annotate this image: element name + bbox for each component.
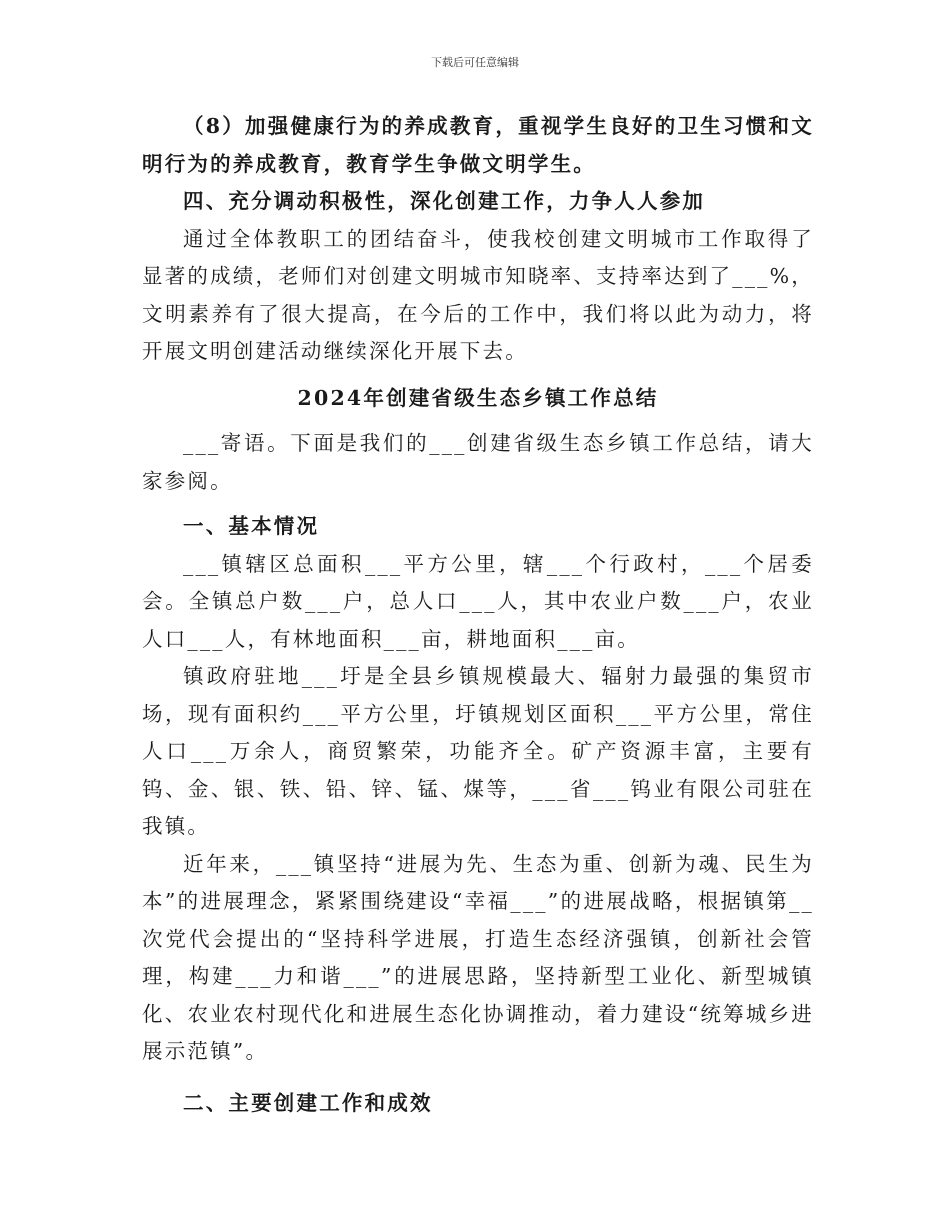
paragraph-item-8: （8）加强健康行为的养成教育，重视学生良好的卫生习惯和文明行为的养成教育，教育学生争做文明学生。 bbox=[142, 114, 814, 176]
paragraph-town-seat: 镇政府驻地___圩是全县乡镇规模最大、辐射力最强的集贸市场，现有面积约___平方公里，圩镇规划区面积___平方公里，常住人口___万余人，商贸繁荣，功能齐全。矿产资源丰富，主要有钨、金、银、铁、铅、锌、锰、煤等，___省___钨业有限公司驻在我镇。 bbox=[142, 664, 814, 838]
section-heading-4: 四、充分调动积极性，深化创建工作，力争人人参加 bbox=[183, 189, 706, 213]
page-header: 下载后可任意编辑 bbox=[431, 56, 519, 69]
paragraph-conclusion: 通过全体教职工的团结奋斗，使我校创建文明城市工作取得了显著的成绩，老师们对创建文明城市知晓率、支持率达到了___%，文明素养有了很大提高，在今后的工作中，我们将以此为动力，将开展文明创建活动继续深化开展下去。 bbox=[142, 226, 814, 363]
document-title: 2024年创建省级生态乡镇工作总结 bbox=[297, 385, 659, 410]
paragraph-recent-years: 近年来，___镇坚持“进展为先、生态为重、创新为魂、民生为本”的进展理念，紧紧围绕建设“幸福___”的进展战略，根据镇第__次党代会提出的“坚持科学进展，打造生态经济强镇，创新社会管理，构建___力和谐___”的进展思路，坚持新型工业化、新型城镇化、农业农村现代化和进展生态化协调推动，着力建设“统筹城乡进展示范镇”。 bbox=[142, 851, 814, 1063]
section-heading-1: 一、基本情况 bbox=[183, 514, 320, 538]
paragraph-basic-info: ___镇辖区总面积___平方公里，辖___个行政村，___个居委会。全镇总户数___户，总人口___人，其中农业户数___户，农业人口___人，有林地面积___亩，耕地面积___亩。 bbox=[142, 551, 814, 651]
section-heading-2: 二、主要创建工作和成效 bbox=[183, 1090, 433, 1115]
paragraph-intro: ___寄语。下面是我们的___创建省级生态乡镇工作总结，请大家参阅。 bbox=[142, 431, 814, 493]
document-body bbox=[142, 108, 814, 1122]
